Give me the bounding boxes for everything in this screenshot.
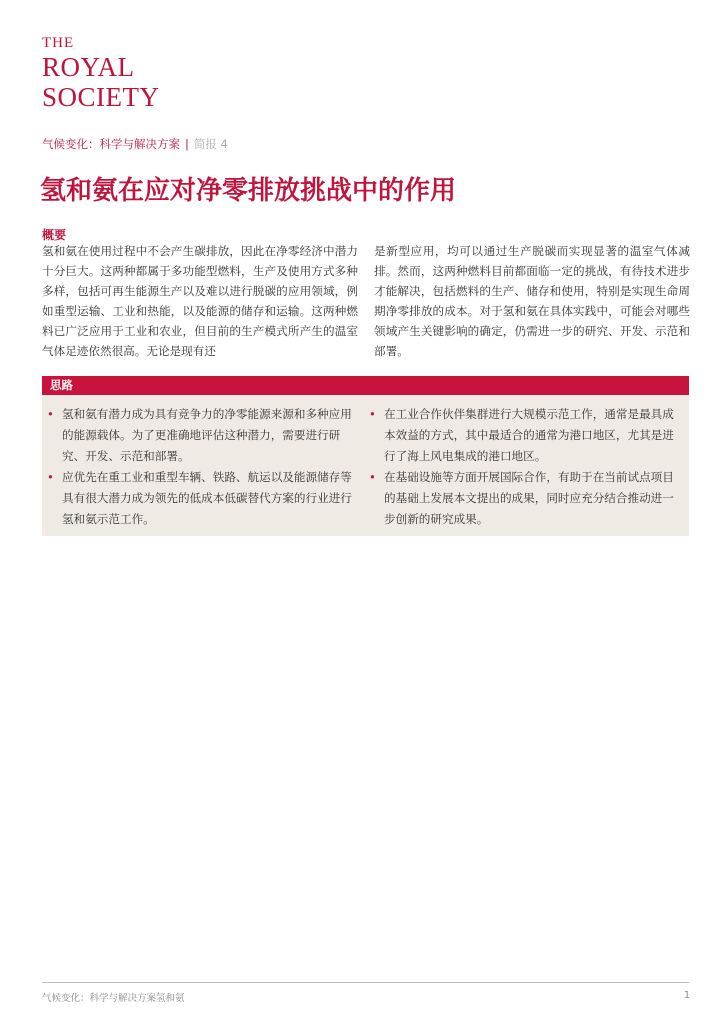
ideas-item-text: 氢和氨有潜力成为具有竞争力的净零能源来源和多种应用的能源载体。为了更准确地评估这种潜力，需要进行研究、开发、示范和部署。 [62, 407, 352, 463]
ideas-item-text: 在基础设施等方面开展国际合作，有助于在当前试点项目的基础上发展本文提出的成果，同时应充分结合推动进一步创新的研究成果。 [384, 470, 674, 526]
page-number: 1 [684, 990, 691, 1001]
ideas-item [369, 467, 680, 530]
bullet-icon: • [369, 470, 376, 484]
summary-heading: 概要 [42, 228, 67, 242]
logo-line-the: THE [42, 35, 75, 51]
footer-text: 气候变化：科学与解决方案氢和氨 [42, 993, 185, 1004]
series-separator: | [185, 137, 189, 151]
ideas-item [47, 467, 358, 530]
summary-column-1: 氢和氨在使用过程中不会产生碳排放，因此在净零经济中潜力十分巨大。这两种都属于多功能型燃料，生产及使用方式多种多样，包括可再生能源生产以及难以进行脱碳的应用领域，例如重型运输、工业和热能，以及能源的储存和运输。这两种燃料已广泛应用于工业和农业，但目前的生产模式所产生的温室气体足迹依然很高。无论是现有还 [42, 244, 358, 358]
series-name: 气候变化：科学与解决方案 [42, 137, 180, 151]
brief-number: 简报 4 [193, 137, 228, 151]
ideas-item-text: 应优先在重工业和重型车辆、铁路、航运以及能源储存等具有很大潜力成为领先的低成本低碳替代方案的行业进行氢和氨示范工作。 [62, 470, 352, 526]
bullet-icon: • [47, 407, 54, 421]
royal-society-logo [42, 36, 160, 111]
bullet-icon: • [47, 470, 54, 484]
ideas-item-text: 在工业合作伙伴集群进行大规模示范工作，通常是最具成本效益的方式，其中最适合的通常为港口地区，尤其是进行了海上风电集成的港口地区。 [384, 407, 674, 463]
ideas-heading: 思路 [42, 376, 689, 395]
footer-divider [42, 982, 689, 983]
ideas-item [47, 404, 358, 467]
series-label [42, 136, 228, 152]
bullet-icon: • [369, 407, 376, 421]
logo-line-society: SOCIETY [42, 82, 160, 112]
logo-line-royal: ROYAL [42, 52, 135, 82]
page-title: 氢和氨在应对净零排放挑战中的作用 [40, 176, 457, 206]
ideas-item [369, 404, 680, 467]
summary-column-2: 是新型应用，均可以通过生产脱碳而实现显著的温室气体减排。然而，这两种燃料目前都面临一定的挑战，有待技术进步才能解决，包括燃料的生产、储存和使用，特别是实现生命周期净零排放的成本。对于氢和氨在具体实践中，可能会对哪些领域产生关键影响的确定，仍需进一步的研究、开发、示范和部署。 [374, 244, 690, 358]
